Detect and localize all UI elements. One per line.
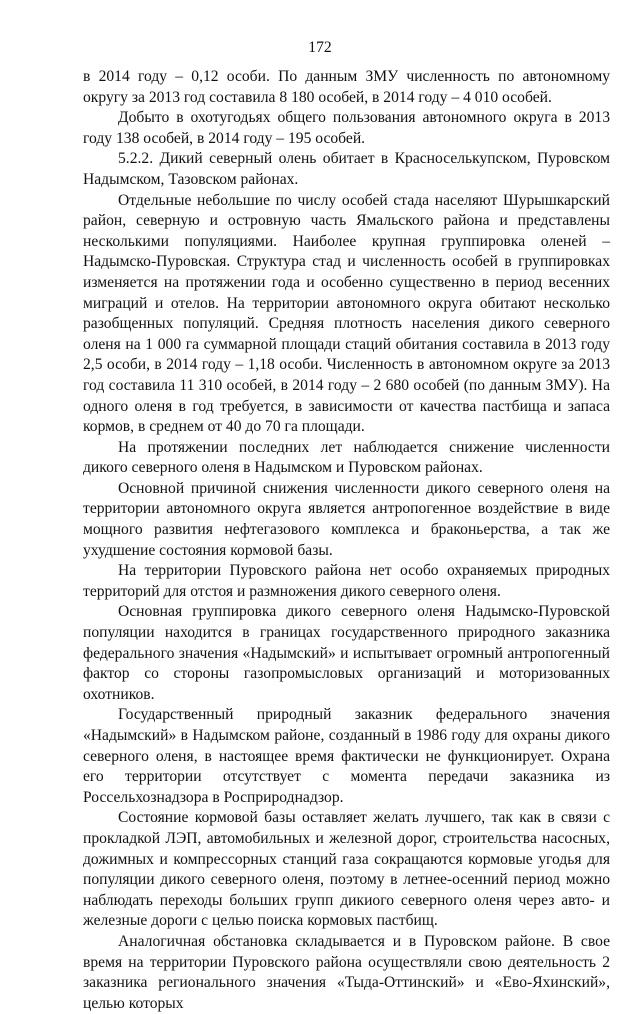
paragraph-main-cause: Основной причиной снижения численности дикого северного оленя на территории автономного округа является антропогенное воздействие в виде мощного развития нефтегазового комплекса и браконьерства, а так же ухудшение состояния кормовой базы. xyxy=(83,479,610,559)
page-number: 172 xyxy=(308,39,332,56)
paragraph-protected-areas: На территории Пуровского района нет особо охраняемых природных территорий для отстоя и размножения дикого северного оленя. xyxy=(83,562,610,600)
paragraph-decline: На протяжении последних лет наблюдается снижение численности дикого северного оленя в Надымском и Пуровском районах. xyxy=(83,438,610,477)
paragraph-forage-base: Состояние кормовой базы оставляет желать лучшего, так как в связи с прокладкой ЛЭП, автомобильных и железной дорог, строительства насосных, дожимных и компрессорных станций газа сокращаются кормовые угодья для популяции дикого северного оленя, поэтому в летнее-осенний период можно наблюдать переходы больших групп дикиого северного оленя через авто- и железные дороги с целью поиска кормовых пастбищ. xyxy=(83,809,610,930)
paragraph-section-5-2-2: 5.2.2. Дикий северный олень обитает в Красноселькупском, Пуровском Надымском, Тазовском районах. xyxy=(83,150,610,188)
document-body xyxy=(83,67,610,1014)
paragraph-continuation: в 2014 году – 0,12 особи. По данным ЗМУ численность по автономному округу за 2013 год составила 8 180 особей, в 2014 году – 4 010 особей. xyxy=(83,68,610,106)
paragraph-reserve-status: Государственный природный заказник федерального значения «Надымский» в Надымском районе, созданный в 1986 году для охраны дикого северного оленя, в настоящее время фактически не функционирует. Охрана его территории отсутствует с момента передачи заказника из Россельхознадзора в Росприроднадзор. xyxy=(83,706,610,806)
paragraph-purovsky-district: Аналогичная обстановка складывается и в Пуровском районе. В свое время на территории Пуровского района осуществляли свою деятельность 2 заказника регионального значения «Тыда-Оттинский» и «Ево-Яхинский», целью которых xyxy=(83,932,610,1012)
paragraph-populations: Отдельные небольшие по числу особей стада населяют Шурышкарский район, северную и островную часть Ямальского района и представлены несколькими популяциями. Наиболее крупная группировка оленей – Надымско-Пуровская. Структура стад и численность особей в группировках изменяется на протяжении года и особенно существенно в период весенних миграций и отелов. На территории автономного округа обитают несколько разобщенных популяций. Средняя плотность населения дикого северного оленя на 1 000 га суммарной площади стаций обитания составила в 2013 году 2,5 особи, в 2014 году – 1,18 особи. Численность в автономном округе за 2013 год составила 11 310 особей, в 2014 году – 2 680 особей (по данным ЗМУ). На одного оленя в год требуется, в зависимости от качества пастбища и запаса кормов, в среднем от 40 до 70 га площади. xyxy=(83,191,610,436)
paragraph-hunting-harvest: Добыто в охотугодьях общего пользования автономного округа в 2013 году 138 особей, в 2014 году – 195 особей. xyxy=(83,109,610,147)
paragraph-main-group: Основная группировка дикого северного оленя Надымско-Пуровской популяции находится в границах государственного природного заказника федерального значения «Надымский» и испытывает огромный антропогенный фактор со стороны газопромысловых организаций и моторизованных охотников. xyxy=(83,603,610,703)
